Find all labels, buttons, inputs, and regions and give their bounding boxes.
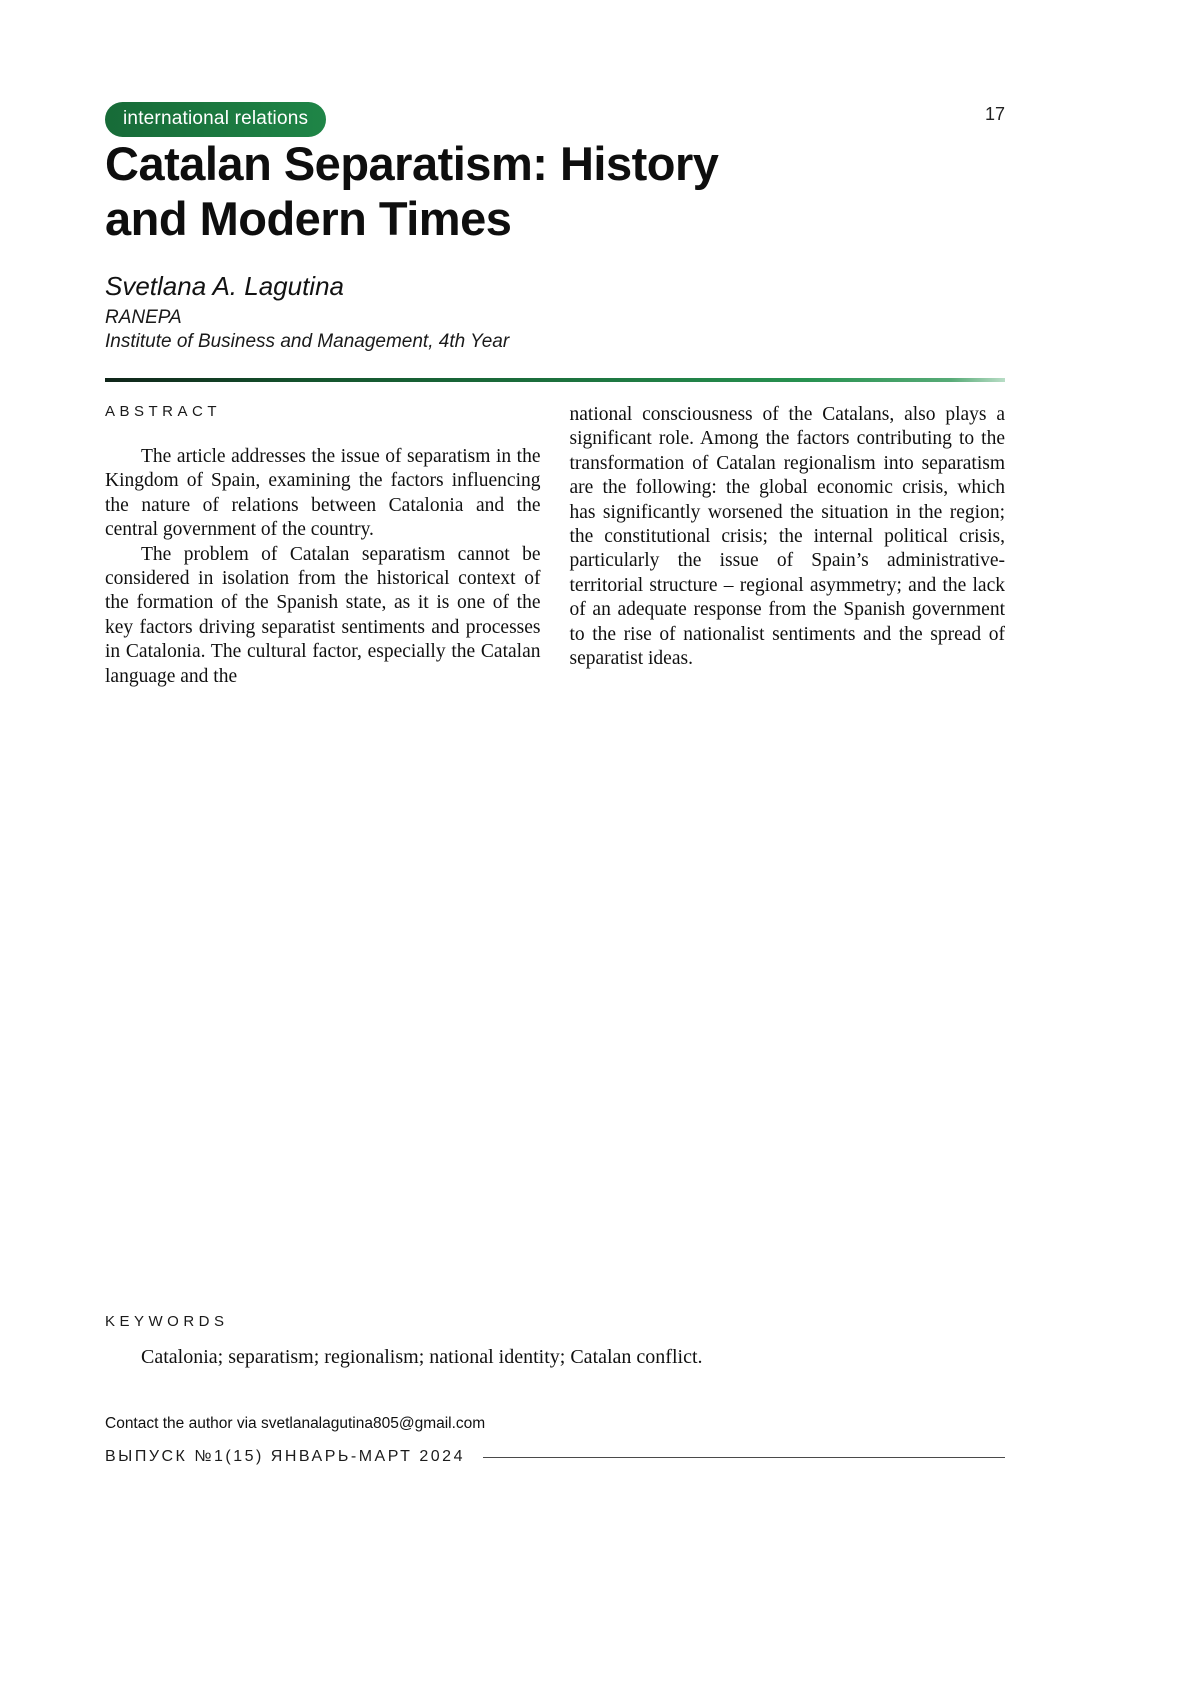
abstract-column-left xyxy=(105,403,541,689)
abstract-column-right xyxy=(570,403,1006,689)
abstract-section xyxy=(105,403,1005,689)
article-title-line2: and Modern Times xyxy=(105,192,512,245)
abstract-paragraph-1: The article addresses the issue of separatism in the Kingdom of Spain, examining the factors influencing the nature of relations between Catalonia and the central government of the country. xyxy=(105,446,541,541)
contact-line: Contact the author via svetlanalagutina805@gmail.com xyxy=(105,1415,486,1432)
abstract-paragraph-3: national consciousness of the Catalans, also plays a significant role. Among the factors contributing to the transformation of Catalan regionalism into separatism are the following: the global economic crisis, which has significantly worsened the situation in the region; the constitutional crisis; the internal political crisis, particularly the issue of Spain’s administrative-territorial structure – regional asymmetry; and the lack of an adequate response from the Spanish government to the rise of nationalist sentiments and the spread of separatist ideas. xyxy=(569,404,1005,670)
issue-label: ВЫПУСК №1(15) ЯНВАРЬ-МАРТ 2024 xyxy=(105,1448,465,1465)
author-affiliation: RANEPA xyxy=(105,307,182,328)
keywords-text: Catalonia; separatism; regionalism; national identity; Catalan conflict. xyxy=(141,1346,703,1368)
article-title-line1: Catalan Separatism: History xyxy=(105,137,719,190)
abstract-label: ABSTRACT xyxy=(105,403,222,420)
article-title xyxy=(105,136,1080,246)
footer-divider xyxy=(483,1457,1005,1458)
footer xyxy=(105,1448,1005,1466)
author-block xyxy=(105,271,1005,354)
section-badge: international relations xyxy=(105,102,326,137)
page-number: 17 xyxy=(984,104,1005,124)
keywords-section xyxy=(105,1313,1005,1369)
author-institute: Institute of Business and Management, 4th Year xyxy=(105,331,510,352)
keywords-label: KEYWORDS xyxy=(105,1313,229,1330)
abstract-paragraph-2: The problem of Catalan separatism cannot be considered in isolation from the historical context of the formation of the Spanish state, as it is one of the key factors driving separatist sentiments and processes in Catalonia. The cultural factor, especially the Catalan language and the xyxy=(105,543,541,687)
page-header xyxy=(105,102,1005,137)
gradient-divider xyxy=(105,378,1005,382)
author-name: Svetlana A. Lagutina xyxy=(105,271,344,301)
